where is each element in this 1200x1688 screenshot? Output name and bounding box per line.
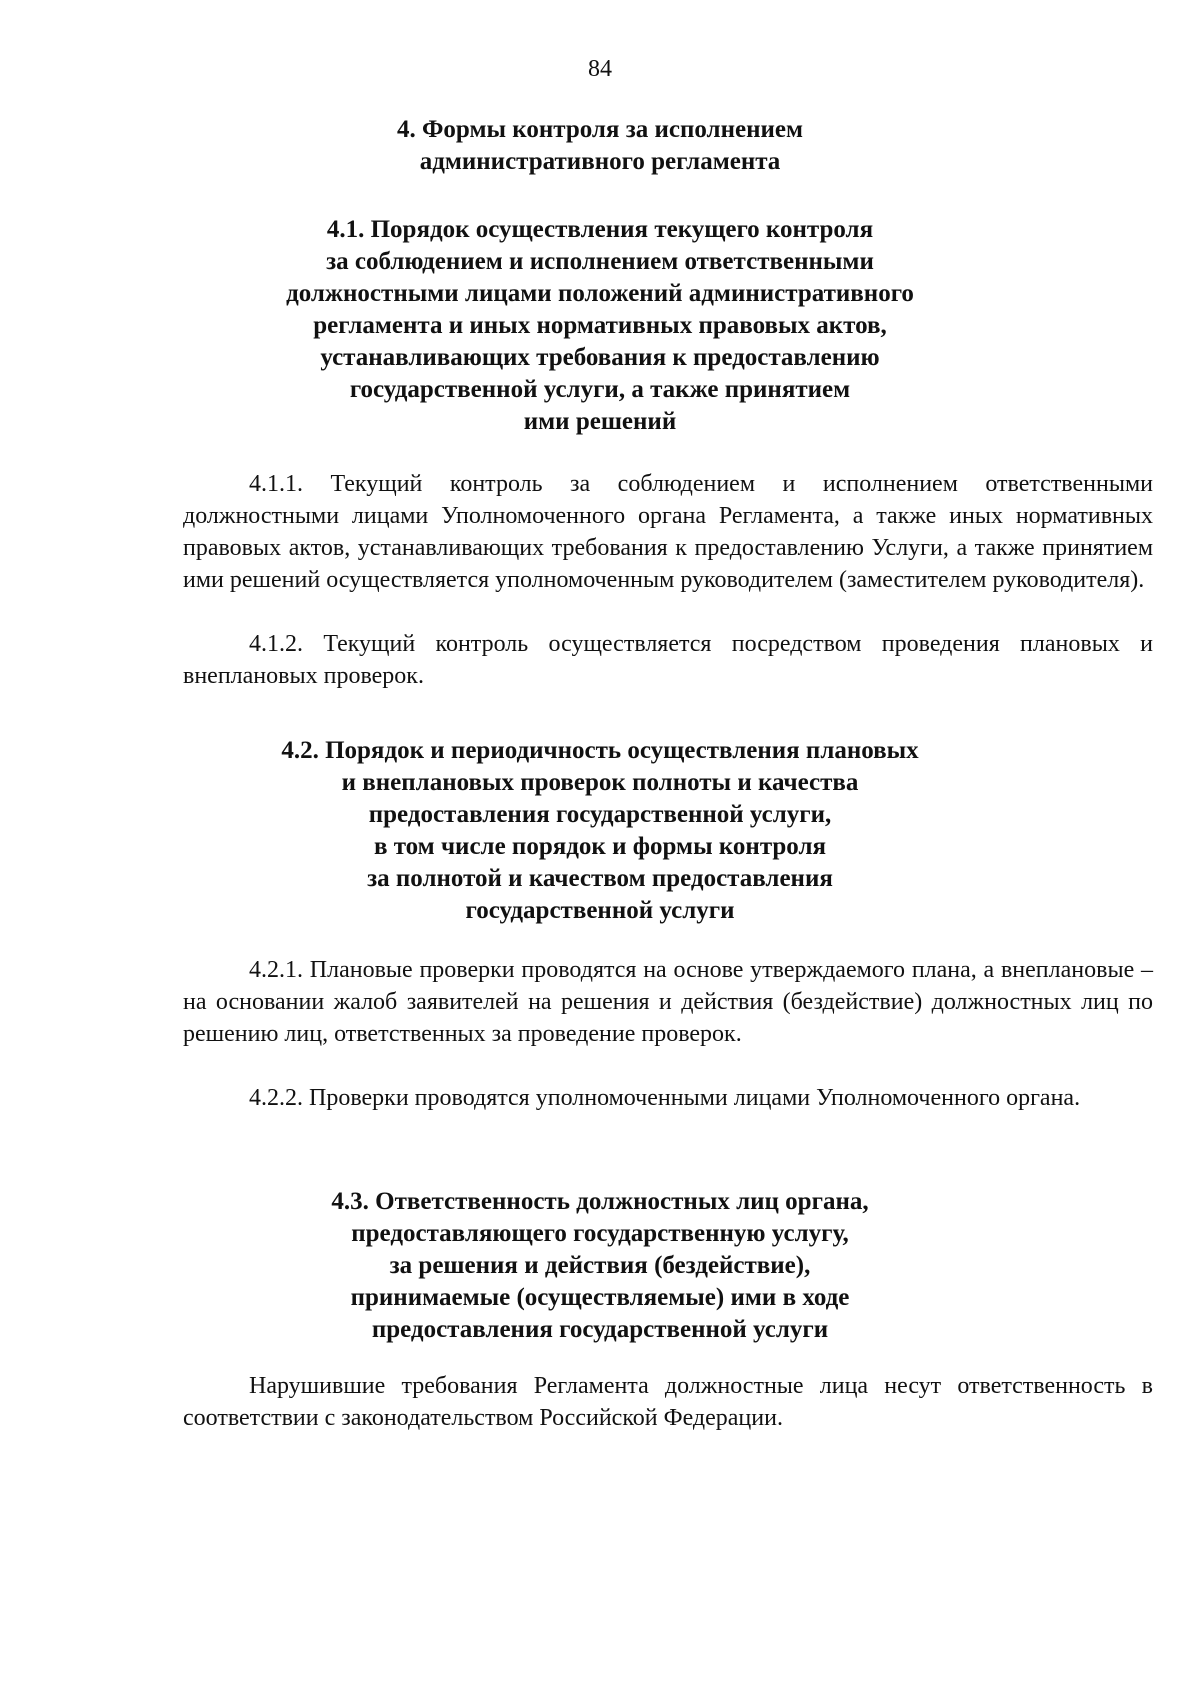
paragraph-4-3-text: Нарушившие требования Регламента должностные лица несут ответственность в соответствии с законодательством Российской Федерации.	[183, 1373, 1153, 1431]
section-4-2-heading: 4.2. Порядок и периодичность осуществления плановых и внеплановых проверок полноты и качества предоставления государственной услуги, в том числе порядок и формы контроля за полнотой и качеством предоставления государственной услуги	[281, 737, 919, 924]
section-4-heading: 4. Формы контроля за исполнением административного регламента	[396, 116, 804, 175]
paragraph-4-1-1-text: 4.1.1. Текущий контроль за соблюдением и исполнением ответственными должностными лицами Уполномоченного органа Регламента, а также иных нормативных правовых актов, устанавливающих требования к предоставлению Услуги, а также принятием ими решений осуществляется уполномоченным руководителем (заместителем руководителя).	[183, 471, 1153, 593]
paragraph-4-2-1-text: 4.2.1. Плановые проверки проводятся на основе утверждаемого плана, а внеплановые – на основании жалоб заявителей на решения и действия (бездействие) должностных лиц по решению лиц, ответственных за проведение проверок.	[183, 957, 1153, 1047]
section-4-1-heading: 4.1. Порядок осуществления текущего контроля за соблюдением и исполнением ответственными должностными лицами положений административного регламента и иных нормативных правовых актов, устанавливающих требования к предоставлению государственной услуги, а также принятием ими решений	[286, 216, 914, 435]
page-number: 84	[588, 56, 612, 82]
paragraph-4-2-2-text: 4.2.2. Проверки проводятся уполномоченными лицами Уполномоченного органа.	[249, 1085, 1081, 1111]
section-4-3-heading: 4.3. Ответственность должностных лиц органа, предоставляющего государственную услугу, за решения и действия (бездействие), принимаемые (осуществляемые) ими в ходе предоставления государственной услуги	[331, 1188, 869, 1343]
paragraph-4-3	[183, 1370, 1153, 1434]
paragraph-4-2-2	[183, 1082, 1153, 1114]
paragraph-4-1-2	[183, 628, 1153, 692]
paragraph-4-2-1	[183, 954, 1153, 1050]
paragraph-4-1-2-text: 4.1.2. Текущий контроль осуществляется посредством проведения плановых и внеплановых проверок.	[183, 631, 1153, 689]
paragraph-4-1-1	[183, 468, 1153, 596]
